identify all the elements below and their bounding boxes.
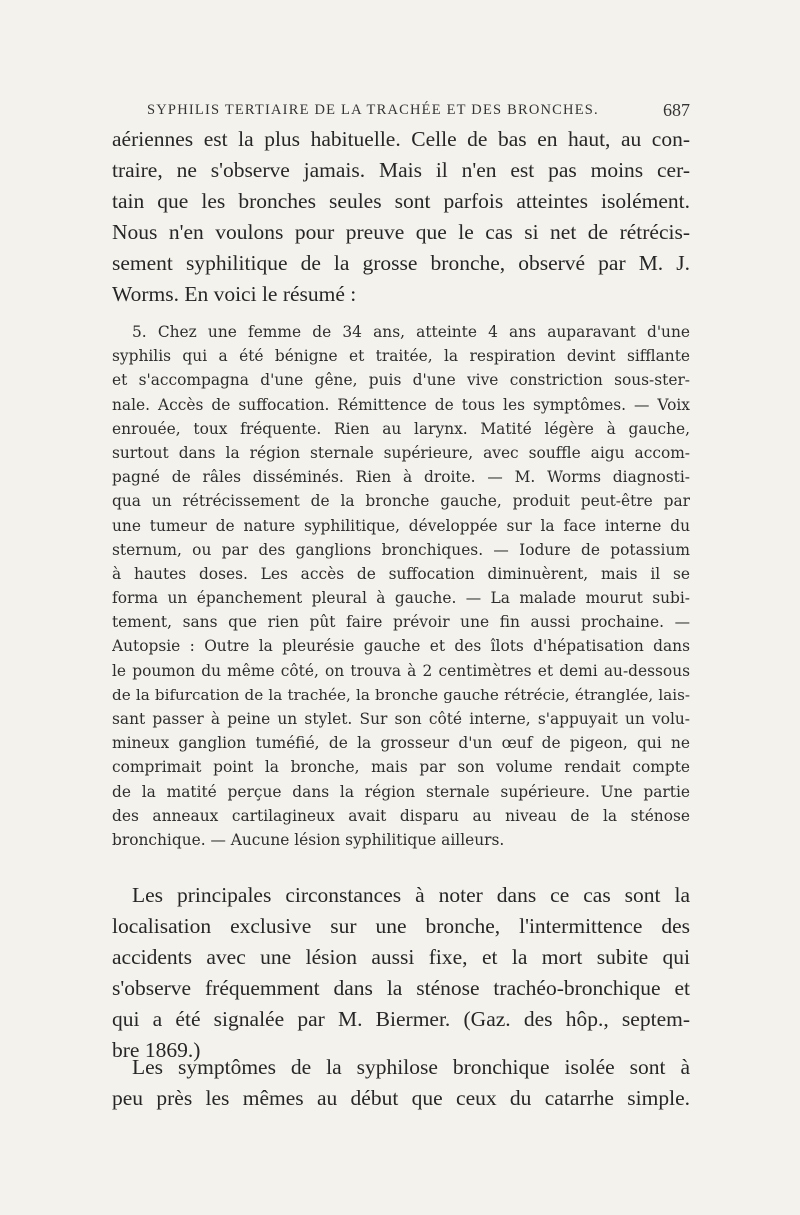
text-line: surtout dans la région sternale supérieure, avec souffle aigu accom- [112,443,690,462]
text-line: Les principales circonstances à noter dans ce cas sont la [132,883,690,907]
text-line: comprimait point la bronche, mais par son volume rendait compte [112,758,690,777]
text-line: de la matité perçue dans la région sternale supérieure. Une partie [112,782,690,801]
text-line: localisation exclusive sur une bronche, l'intermittence des [112,914,690,938]
text-line: à hautes doses. Les accès de suffocation diminuèrent, mais il se [112,564,690,583]
text-line: le poumon du même côté, on trouva à 2 centimètres et demi au-dessous [112,661,690,680]
text-line: qui a été signalée par M. Biermer. (Gaz. des hôp., septem- [112,1007,690,1031]
running-header [112,100,690,122]
text-line: Nous n'en voulons pour preuve que le cas si net de rétrécis- [112,220,690,244]
text-line: peu près les mêmes au début que ceux du catarrhe simple. [112,1086,690,1110]
text-line: enrouée, toux fréquente. Rien au larynx. Matité légère à gauche, [112,419,690,438]
text-line: bre 1869.) [112,1038,201,1062]
text-line: s'observe fréquemment dans la sténose trachéo-bronchique et [112,976,690,1000]
text-line: aériennes est la plus habituelle. Celle de bas en haut, au con- [112,127,690,151]
text-line: accidents avec une lésion aussi fixe, et la mort subite qui [112,945,690,969]
text-line: pagné de râles disséminés. Rien à droite. — M. Worms diagnosti- [112,468,690,487]
text-line: 5. Chez une femme de 34 ans, atteinte 4 ans auparavant d'une [132,323,690,341]
text-line: de la bifurcation de la trachée, la bronche gauche rétrécie, étranglée, lais- [112,685,690,704]
paragraph-continuation [112,124,690,310]
text-line: tain que les bronches seules sont parfois atteintes isolément. [112,189,690,213]
text-line: Worms. En voici le résumé : [112,282,357,306]
text-line: bronchique. — Aucune lésion syphilitique ailleurs. [112,830,505,849]
text-line: Les symptômes de la syphilose bronchique isolée sont à [132,1055,690,1079]
text-line: tement, sans que rien pût faire prévoir une fin aussi prochaine. — [112,613,690,632]
text-line: nale. Accès de suffocation. Rémittence de tous les symptômes. — Voix [112,395,690,414]
text-line: et s'accompagna d'une gêne, puis d'une vive constriction sous-ster- [112,371,690,390]
text-line: forma un épanchement pleural à gauche. — La malade mourut subi- [112,589,690,608]
text-line: sternum, ou par des ganglions bronchiques. — Iodure de potassium [112,540,690,559]
text-line: qua un rétrécissement de la bronche gauche, produit peut-être par [112,492,690,511]
paragraph-symptoms [112,1052,690,1114]
text-line: traire, ne s'observe jamais. Mais il n'en est pas moins cer- [112,158,690,182]
text-line: mineux ganglion tuméfié, de la grosseur d'un œuf de pigeon, qui ne [112,734,690,753]
paragraph-commentary [112,880,690,1066]
text-line: Autopsie : Outre la pleurésie gauche et des îlots d'hépatisation dans [112,637,690,656]
text-line: sant passer à peine un stylet. Sur son côté interne, s'appuyait un volu- [112,710,690,728]
page-number: 687 [663,100,690,120]
running-title: SYPHILIS TERTIAIRE DE LA TRACHÉE ET DES BRONCHES. [147,102,599,118]
text-line: syphilis qui a été bénigne et traitée, la respiration devint sifflante [112,347,690,366]
case-report [112,320,690,852]
text-line: sement syphilitique de la grosse bronche, observé par M. J. [112,251,690,275]
text-line: des anneaux cartilagineux avait disparu au niveau de la sténose [112,806,690,825]
text-line: une tumeur de nature syphilitique, développée sur la face interne du [112,516,690,535]
